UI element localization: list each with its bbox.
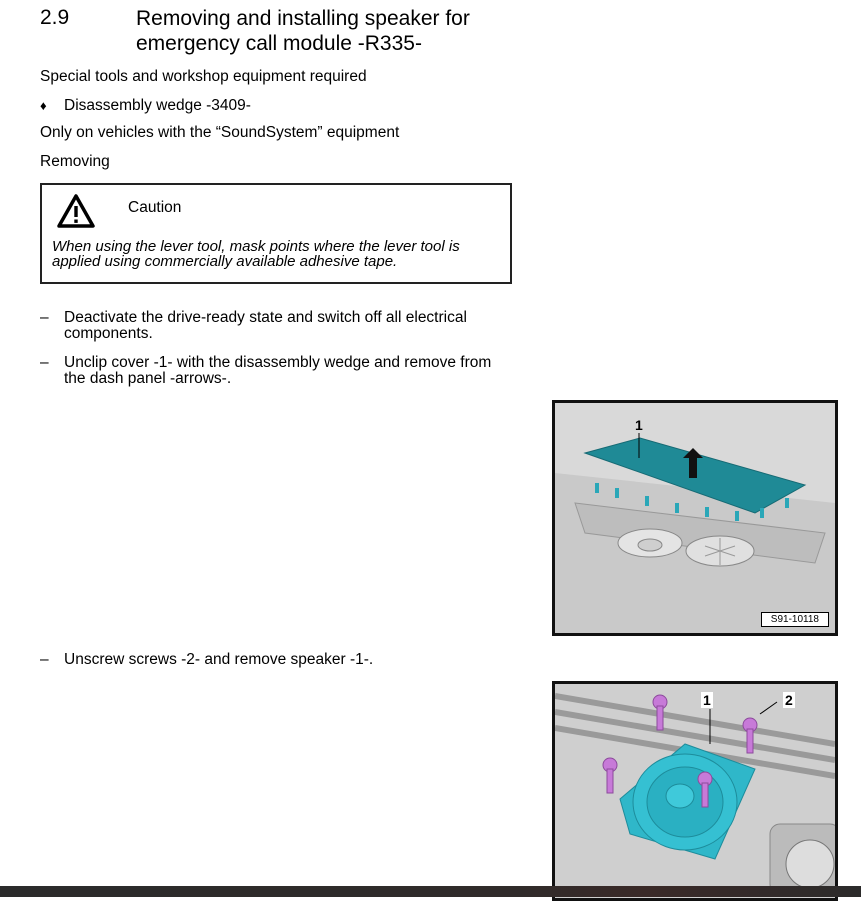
condition-text: Only on vehicles with the “SoundSystem” equipment [40, 124, 400, 141]
caution-box [40, 183, 512, 284]
step-text: Unclip cover -1- with the disassembly wedge and remove from the dash panel -arrows-. [64, 354, 492, 387]
step-dash: – [40, 354, 49, 371]
figure-speaker-removal [552, 681, 838, 901]
callout-label: 1 [635, 417, 643, 433]
diamond-bullet-icon: ♦ [40, 98, 47, 113]
step-dash: – [40, 651, 49, 668]
tool-item [40, 97, 251, 115]
cover-removal-illustration [555, 403, 835, 633]
callout-label: 1 [703, 692, 711, 708]
step-item [40, 652, 520, 672]
step-item [40, 355, 520, 389]
bottom-bar [0, 886, 861, 897]
section-title: Removing and installing speaker for emergency call module -R335- [136, 7, 470, 55]
section-number: 2.9 [40, 6, 70, 29]
caution-text: When using the lever tool, mask points where the lever tool is applied using commercially available adhesive tape. [52, 238, 460, 270]
callout-label: 2 [785, 692, 793, 708]
step-dash: – [40, 309, 49, 326]
step-text: Deactivate the drive-ready state and switch off all electrical components. [64, 309, 467, 342]
warning-triangle-icon [56, 193, 96, 229]
figure-id: S91-10118 [761, 612, 829, 627]
figure-cover-removal [552, 400, 838, 636]
tool-label: Disassembly wedge -3409- [64, 97, 251, 114]
step-item [40, 310, 520, 344]
step-text: Unscrew screws -2- and remove speaker -1-. [64, 651, 374, 668]
tools-heading: Special tools and workshop equipment required [40, 68, 367, 85]
subheading-removing: Removing [40, 153, 110, 170]
speaker-removal-illustration [555, 684, 835, 899]
caution-title: Caution [128, 199, 182, 216]
